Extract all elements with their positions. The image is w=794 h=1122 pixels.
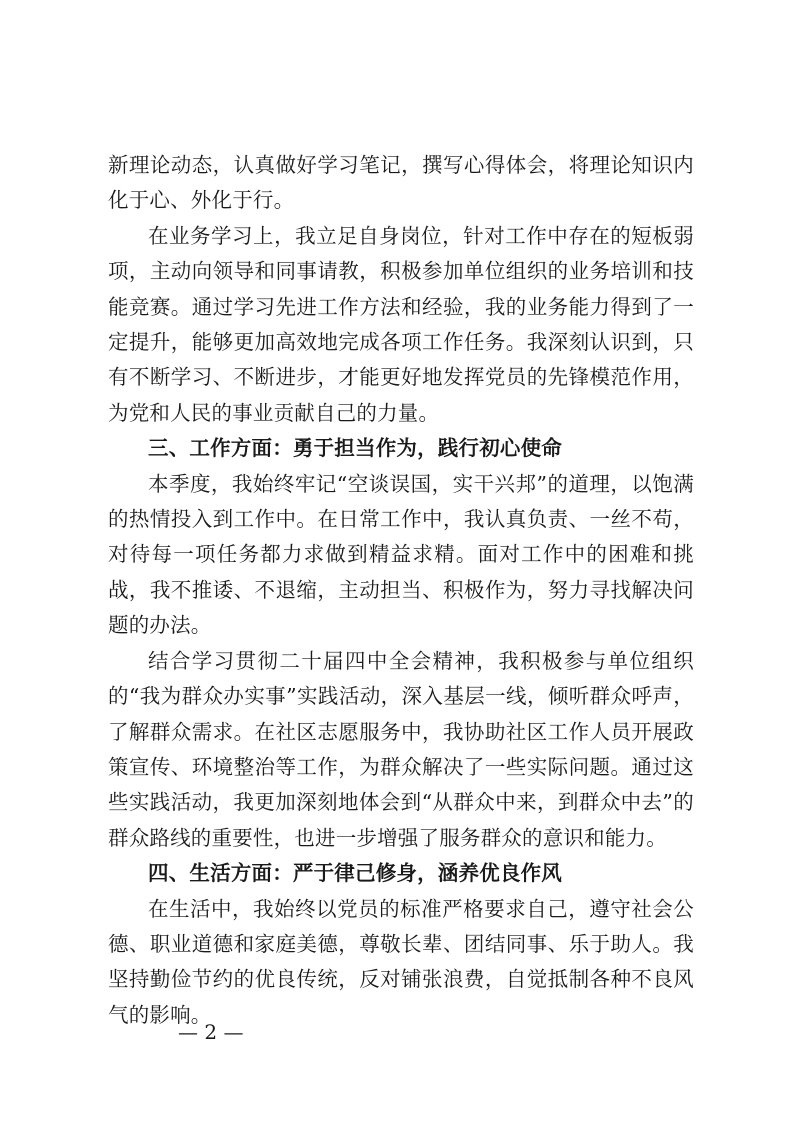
paragraph-work-attitude: 本季度，我始终牢记“空谈误国，实干兴邦”的道理，以饱满的热情投入到工作中。在日常工作中，我认真负责、一丝不苟，对待每一项任务都力求做到精益求精。面对工作中的困难和挑战，我不推诿、不退缩，主动担当、积极作为，努力寻找解决问题的办法。 (108, 471, 694, 638)
paragraph-continuation: 新理论动态，认真做好学习笔记，撰写心得体会，将理论知识内化于心、外化于行。 (108, 153, 694, 213)
page-number: — 2 — (178, 1020, 244, 1044)
section-heading-work: 三、工作方面：勇于担当作为，践行初心使命 (148, 436, 562, 461)
paragraph-practice-activity: 结合学习贯彻二十届四中全会精神，我积极参与单位组织的“我为群众办实事”实践活动，深入基层一线，倾听群众呼声，了解群众需求。在社区志愿服务中，我协助社区工作人员开展政策宣传、环境整治等工作，为群众解决了一些实际问题。通过这些实践活动，我更加深刻地体会到“从群众中来，到群众中去”的群众路线的重要性，也进一步增强了服务群众的意识和能力。 (108, 648, 694, 850)
section-heading-life: 四、生活方面：严于律己修身，涵养优良作风 (148, 861, 562, 886)
document-body (108, 148, 694, 1033)
paragraph-business-study: 在业务学习上，我立足自身岗位，针对工作中存在的短板弱项，主动向领导和同事请教，积极参加单位组织的业务培训和技能竞赛。通过学习先进工作方法和经验，我的业务能力得到了一定提升，能够更加高效地完成各项工作任务。我深刻认识到，只有不断学习、不断进步，才能更好地发挥党员的先锋模范作用，为党和人民的事业贡献自己的力量。 (108, 223, 694, 425)
paragraph-life-conduct: 在生活中，我始终以党员的标准严格要求自己，遵守社会公德、职业道德和家庭美德，尊敬长辈、团结同事、乐于助人。我坚持勤俭节约的优良传统，反对铺张浪费，自觉抵制各种不良风气的影响。 (108, 896, 694, 1027)
